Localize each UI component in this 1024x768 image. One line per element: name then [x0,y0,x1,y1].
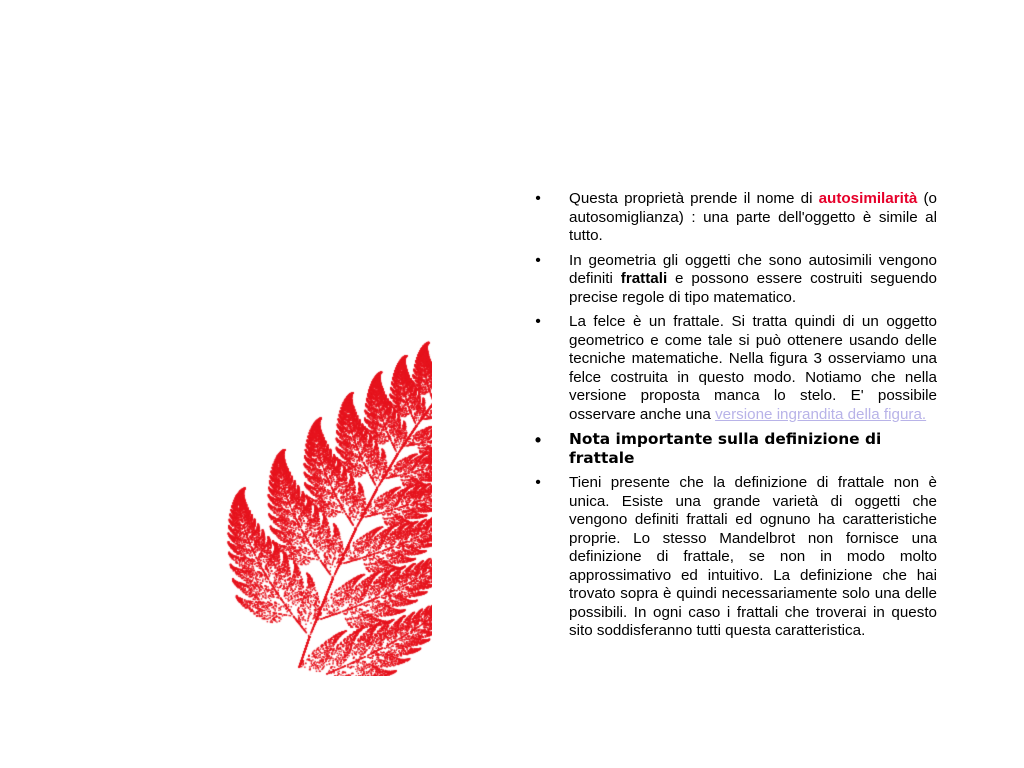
bullet-felce [531,313,937,424]
text-segment: (o autosomiglianza) : una parte dell'oggetto è simile al tutto. [569,190,937,244]
text-segment: In geometria gli oggetti che sono autosimili vengono definiti [569,251,937,287]
bullet-frattali [531,252,937,308]
term-frattali: frattali [620,270,668,287]
bullet-marker: • [535,251,541,269]
fern-fractal-image [86,212,432,676]
bullet-marker: • [534,430,542,450]
text-segment: Questa proprietà prende il nome di [569,190,819,207]
enlarged-figure-link[interactable]: versione ingrandita della figura. [715,405,927,423]
fern-canvas [86,212,432,676]
bullet-autosimilarita [531,190,937,246]
text-segment: La felce è un frattale. Si tratta quindi di un oggetto geometrico e come tale si può ottenere usando delle tecniche matematiche. Nella figura 3 osserviamo una felce costruita in questo modo. Notiamo che nella versione proposta manca lo stelo. E' possibile osservare anche una [569,313,937,423]
bullet-text [569,190,937,246]
bullet-marker: • [535,313,541,330]
text-segment: e possono essere costruiti seguendo precise regole di tipo matematico. [569,270,937,306]
bullet-text [569,252,937,308]
bullet-text [569,313,937,424]
bullet-list [531,190,937,647]
bullet-nota-importante [531,430,937,468]
section-heading: Nota importante sulla definizione di frattale [569,430,882,467]
bullet-marker: • [535,190,541,207]
term-autosimilarita: autosimilarità [818,190,918,207]
bullet-marker: • [535,474,541,491]
bullet-definizione [531,474,937,641]
bullet-text: Tieni presente che la definizione di frattale non è unica. Esiste una grande varietà di oggetti che vengono definiti frattali ed ognuno ha caratteristiche proprie. Lo stesso Mandelbrot non fornisce una definizione di frattale, se non in modo molto approssimativo ed intuitivo. La definizione che hai trovato sopra è quindi necessariamente solo una delle possibili. In ogni caso i frattali che troverai in questo sito soddisferanno tutti questa caratteristica. [569,474,937,639]
